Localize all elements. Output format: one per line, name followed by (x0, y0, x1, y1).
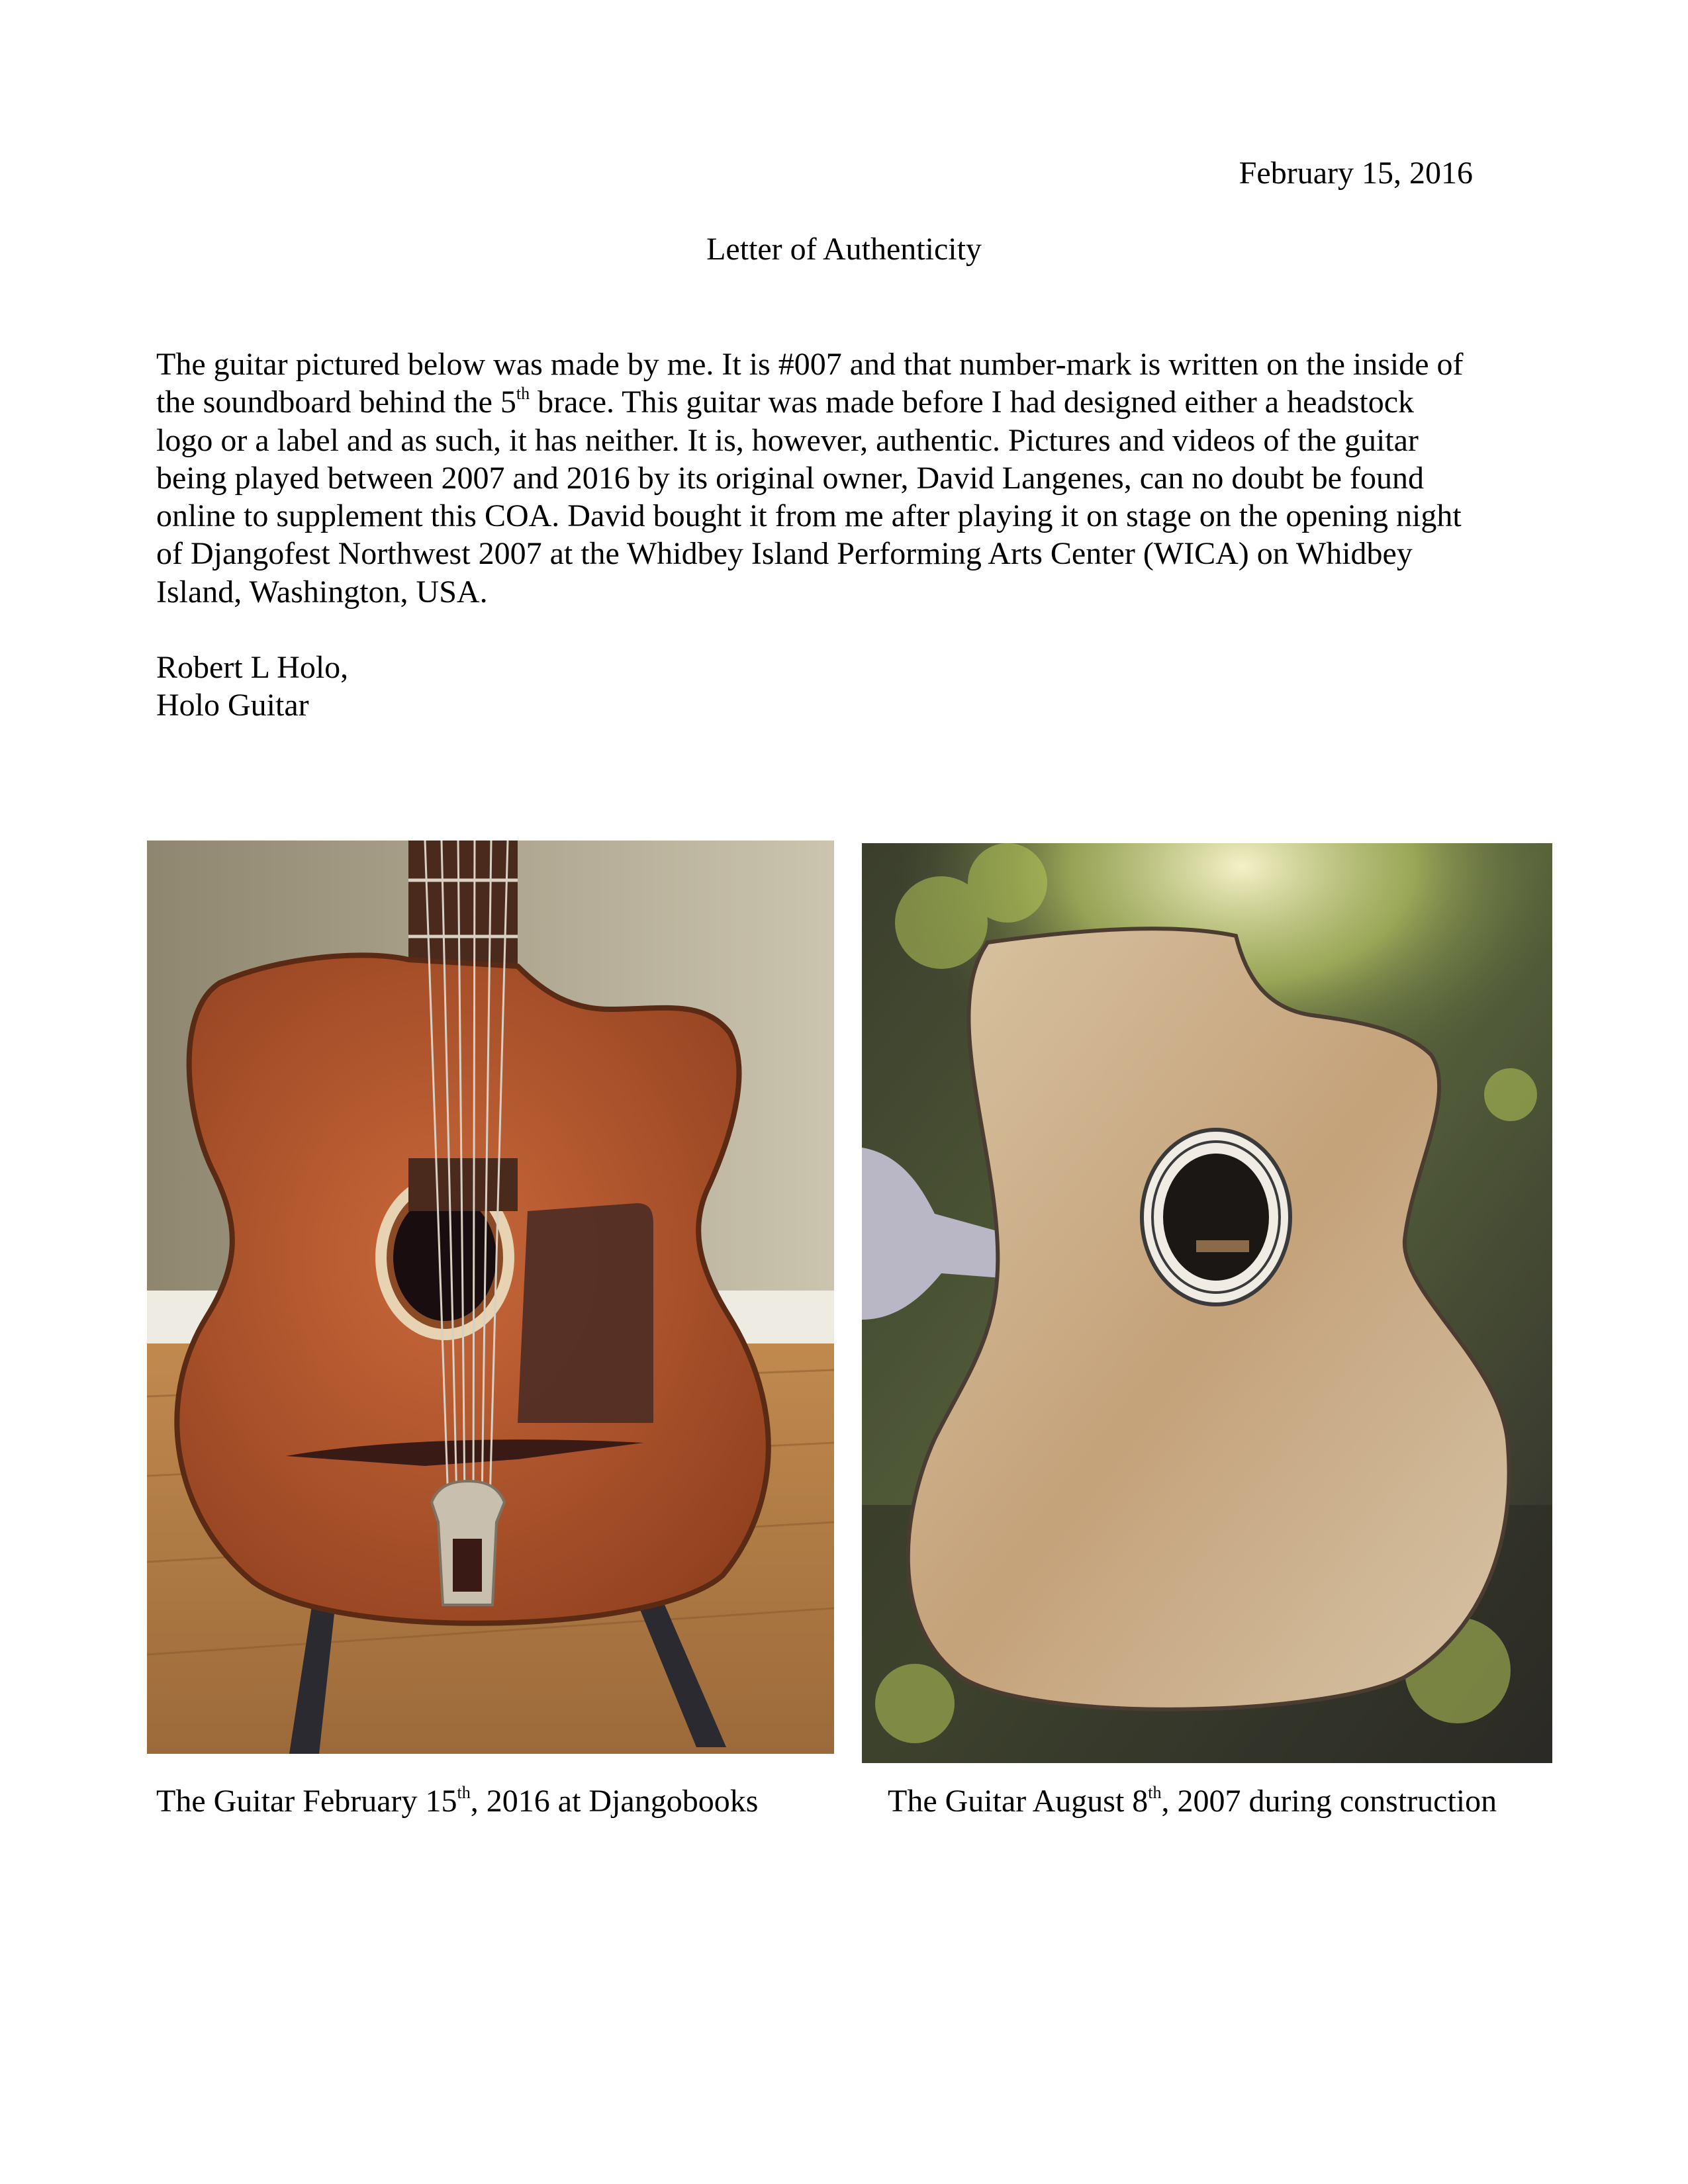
caption-text-part: The Guitar February 15 (156, 1784, 457, 1819)
ordinal-suffix: th (457, 1783, 471, 1802)
photo-guitar-under-construction (862, 843, 1552, 1763)
photo-caption-left (156, 1782, 758, 1821)
signatory-name: Robert L Holo, (156, 650, 349, 685)
finished-guitar-illustration (147, 841, 834, 1754)
body-line: online to supplement this COA. David bought it from me after playing it on stage on the opening night (156, 498, 1462, 534)
ordinal-suffix: th (1148, 1783, 1162, 1802)
body-text-part: brace. This guitar was made before I had designed either a headstock (530, 385, 1415, 420)
body-line: Island, Washington, USA. (156, 574, 488, 610)
caption-text-part: , 2007 during construction (1161, 1784, 1497, 1819)
caption-text-part: The Guitar August 8 (888, 1784, 1149, 1819)
body-line (156, 383, 1560, 421)
photo-finished-guitar (147, 841, 834, 1754)
letter-date: February 15, 2016 (1239, 156, 1473, 191)
caption-text-part: , 2016 at Djangobooks (470, 1784, 759, 1819)
letter-body (156, 345, 1560, 611)
body-line: logo or a label and as such, it has neither. It is, however, authentic. Pictures and videos of the guitar (156, 422, 1419, 458)
signatory-company: Holo Guitar (156, 688, 309, 723)
construction-guitar-illustration (862, 843, 1552, 1763)
body-line: The guitar pictured below was made by me. It is #007 and that number-mark is written on the inside of (156, 347, 1464, 382)
ordinal-suffix: th (516, 384, 530, 404)
photo-caption-right (888, 1782, 1497, 1821)
body-line: of Djangofest Northwest 2007 at the Whidbey Island Performing Arts Center (WICA) on Whidbey (156, 536, 1413, 572)
body-line: being played between 2007 and 2016 by its original owner, David Langenes, can no doubt be found (156, 460, 1424, 496)
letter-title: Letter of Authenticity (706, 232, 982, 267)
body-text-part: the soundboard behind the 5 (156, 385, 516, 420)
signature-block (156, 649, 348, 725)
